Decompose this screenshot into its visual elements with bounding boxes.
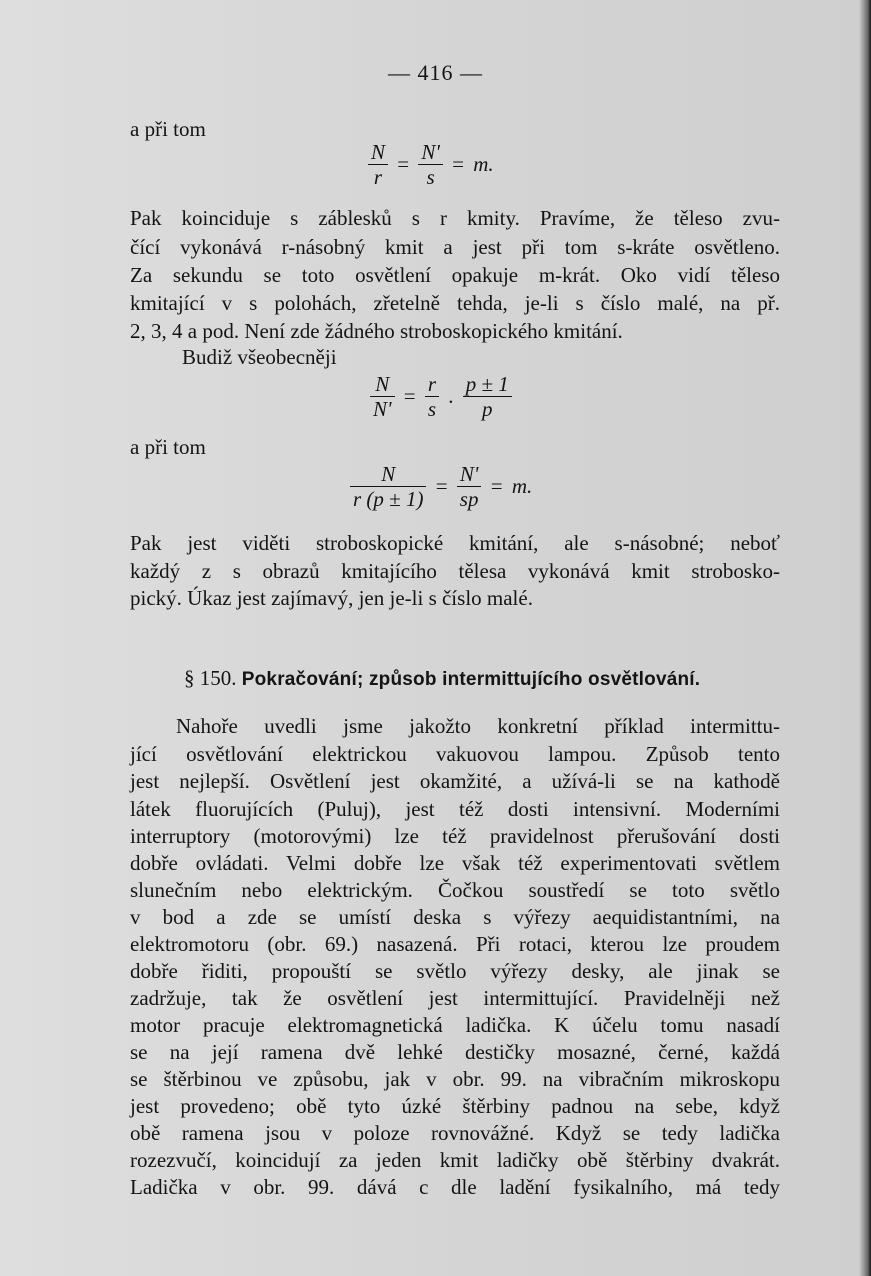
numerator: N — [370, 372, 395, 397]
page-number: — 416 — — [388, 60, 483, 85]
text-line: Nahoře uvedli jsme jakožto konkretní příklad intermittu- — [176, 714, 780, 738]
text-line: jest provedeno; obě tyto úzké štěrbiny padnou na sebe, když — [130, 1094, 780, 1118]
text-line: slunečním nebo elektrickým. Čočkou soustředí se toto světlo — [130, 878, 780, 902]
formula-1 — [368, 140, 494, 189]
denominator: r (p ± 1) — [353, 487, 424, 511]
text-line: jest nejlepší. Osvětlení jest okamžité, a užívá-li se na kathodě — [130, 769, 780, 793]
denominator: r — [373, 165, 383, 189]
formula-rhs: m. — [473, 152, 494, 176]
text-line: motor pracuje elektromagnetická ladička. K účelu tomu nasadí — [130, 1013, 780, 1037]
numerator: N' — [457, 462, 482, 487]
numerator: r — [425, 372, 439, 397]
text-line: zadržuje, tak že osvětlení jest intermittující. Pravidelněji než — [130, 986, 780, 1010]
text-line: obě ramena jsou v poloze rovnovážné. Když se tedy ladička — [130, 1121, 780, 1145]
fraction — [463, 372, 512, 421]
text-line: pický. Úkaz jest zajímavý, jen je-li s číslo malé. — [130, 586, 533, 610]
text-line: interruptory (motorovými) lze též pravidelnost přerušování dosti — [130, 824, 780, 848]
section-heading — [184, 663, 700, 695]
text-line: a při tom — [130, 117, 206, 141]
text-line: čící vykonává r-násobný kmit a jest při tom s-kráte osvětleno. — [130, 235, 780, 259]
fraction — [368, 140, 388, 189]
section-title: Pokračování; způsob intermittujícího osvětlování. — [241, 669, 701, 690]
numerator: N' — [418, 140, 443, 165]
formula-rhs: m. — [511, 474, 533, 498]
denominator: sp — [459, 487, 479, 511]
section-sign: § 150. — [184, 666, 237, 690]
text-line: kmitající v s polohách, zřetelně tehda, je-li s číslo malé, na př. — [130, 291, 780, 315]
text-line: dobře řiditi, propouští se světlo výřezy desky, ale jinak se — [130, 959, 780, 983]
text-line: každý z s obrazů kmitajícího tělesa vykonává kmit strobosko- — [130, 559, 780, 583]
text-line: Pak jest viděti stroboskopické kmitání, ale s-násobné; neboť — [130, 531, 780, 555]
denominator: N' — [373, 397, 392, 421]
denominator: s — [427, 397, 437, 421]
denominator: s — [426, 165, 435, 189]
fraction — [418, 140, 443, 189]
text-line: elektromotoru (obr. 69.) nasazená. Při rotaci, kterou lze proudem — [130, 932, 780, 956]
equals-sign: = — [403, 384, 416, 408]
text-line: Za sekundu se toto osvětlení opakuje m-krát. Oko vidí těleso — [130, 263, 780, 287]
numerator: p ± 1 — [463, 372, 512, 397]
formula-2 — [370, 372, 512, 421]
text-line: 2, 3, 4 a pod. Není zde žádného stroboskopického kmitání. — [130, 319, 623, 343]
text-line: jící osvětlování elektrickou vakuovou lampou. Způsob tento — [130, 742, 780, 766]
text-line: v bod a zde se umístí deska s výřezy aequidistantními, na — [130, 905, 780, 929]
page-edge-shadow — [859, 0, 871, 1276]
text-line: a při tom — [130, 435, 206, 459]
multiply-dot: . — [448, 384, 454, 408]
fraction — [457, 462, 482, 511]
fraction — [370, 372, 395, 421]
text-line: rozezvučí, koincidují za jeden kmit ladičky obě štěrbiny dvakrát. — [130, 1148, 780, 1172]
text-line: látek fluorujících (Puluj), jest též dosti intensivní. Moderními — [130, 797, 780, 821]
text-line: se na její ramena dvě lehké destičky mosazné, černé, každá — [130, 1040, 780, 1064]
text-line: dobře ovládati. Velmi dobře lze však též experimentovati světlem — [130, 851, 780, 875]
equals-sign: = — [397, 152, 410, 176]
formula-3 — [350, 462, 532, 511]
text-line: Pak koinciduje s záblesků s r kmity. Pravíme, že těleso zvu- — [130, 206, 780, 230]
denominator: p — [482, 397, 493, 421]
fraction — [425, 372, 439, 421]
equals-sign: = — [435, 474, 448, 498]
text-line: se štěrbinou ve způsobu, jak v obr. 99. na vibračním mikroskopu — [130, 1067, 780, 1091]
text-line: Ladička v obr. 99. dává c dle ladění fysikalního, má tedy — [130, 1175, 780, 1199]
fraction — [350, 462, 426, 511]
equals-sign: = — [452, 152, 464, 176]
numerator: N — [368, 140, 388, 165]
text-line: Budiž všeobecněji — [182, 345, 337, 369]
numerator: N — [350, 462, 426, 487]
equals-sign: = — [490, 474, 503, 498]
